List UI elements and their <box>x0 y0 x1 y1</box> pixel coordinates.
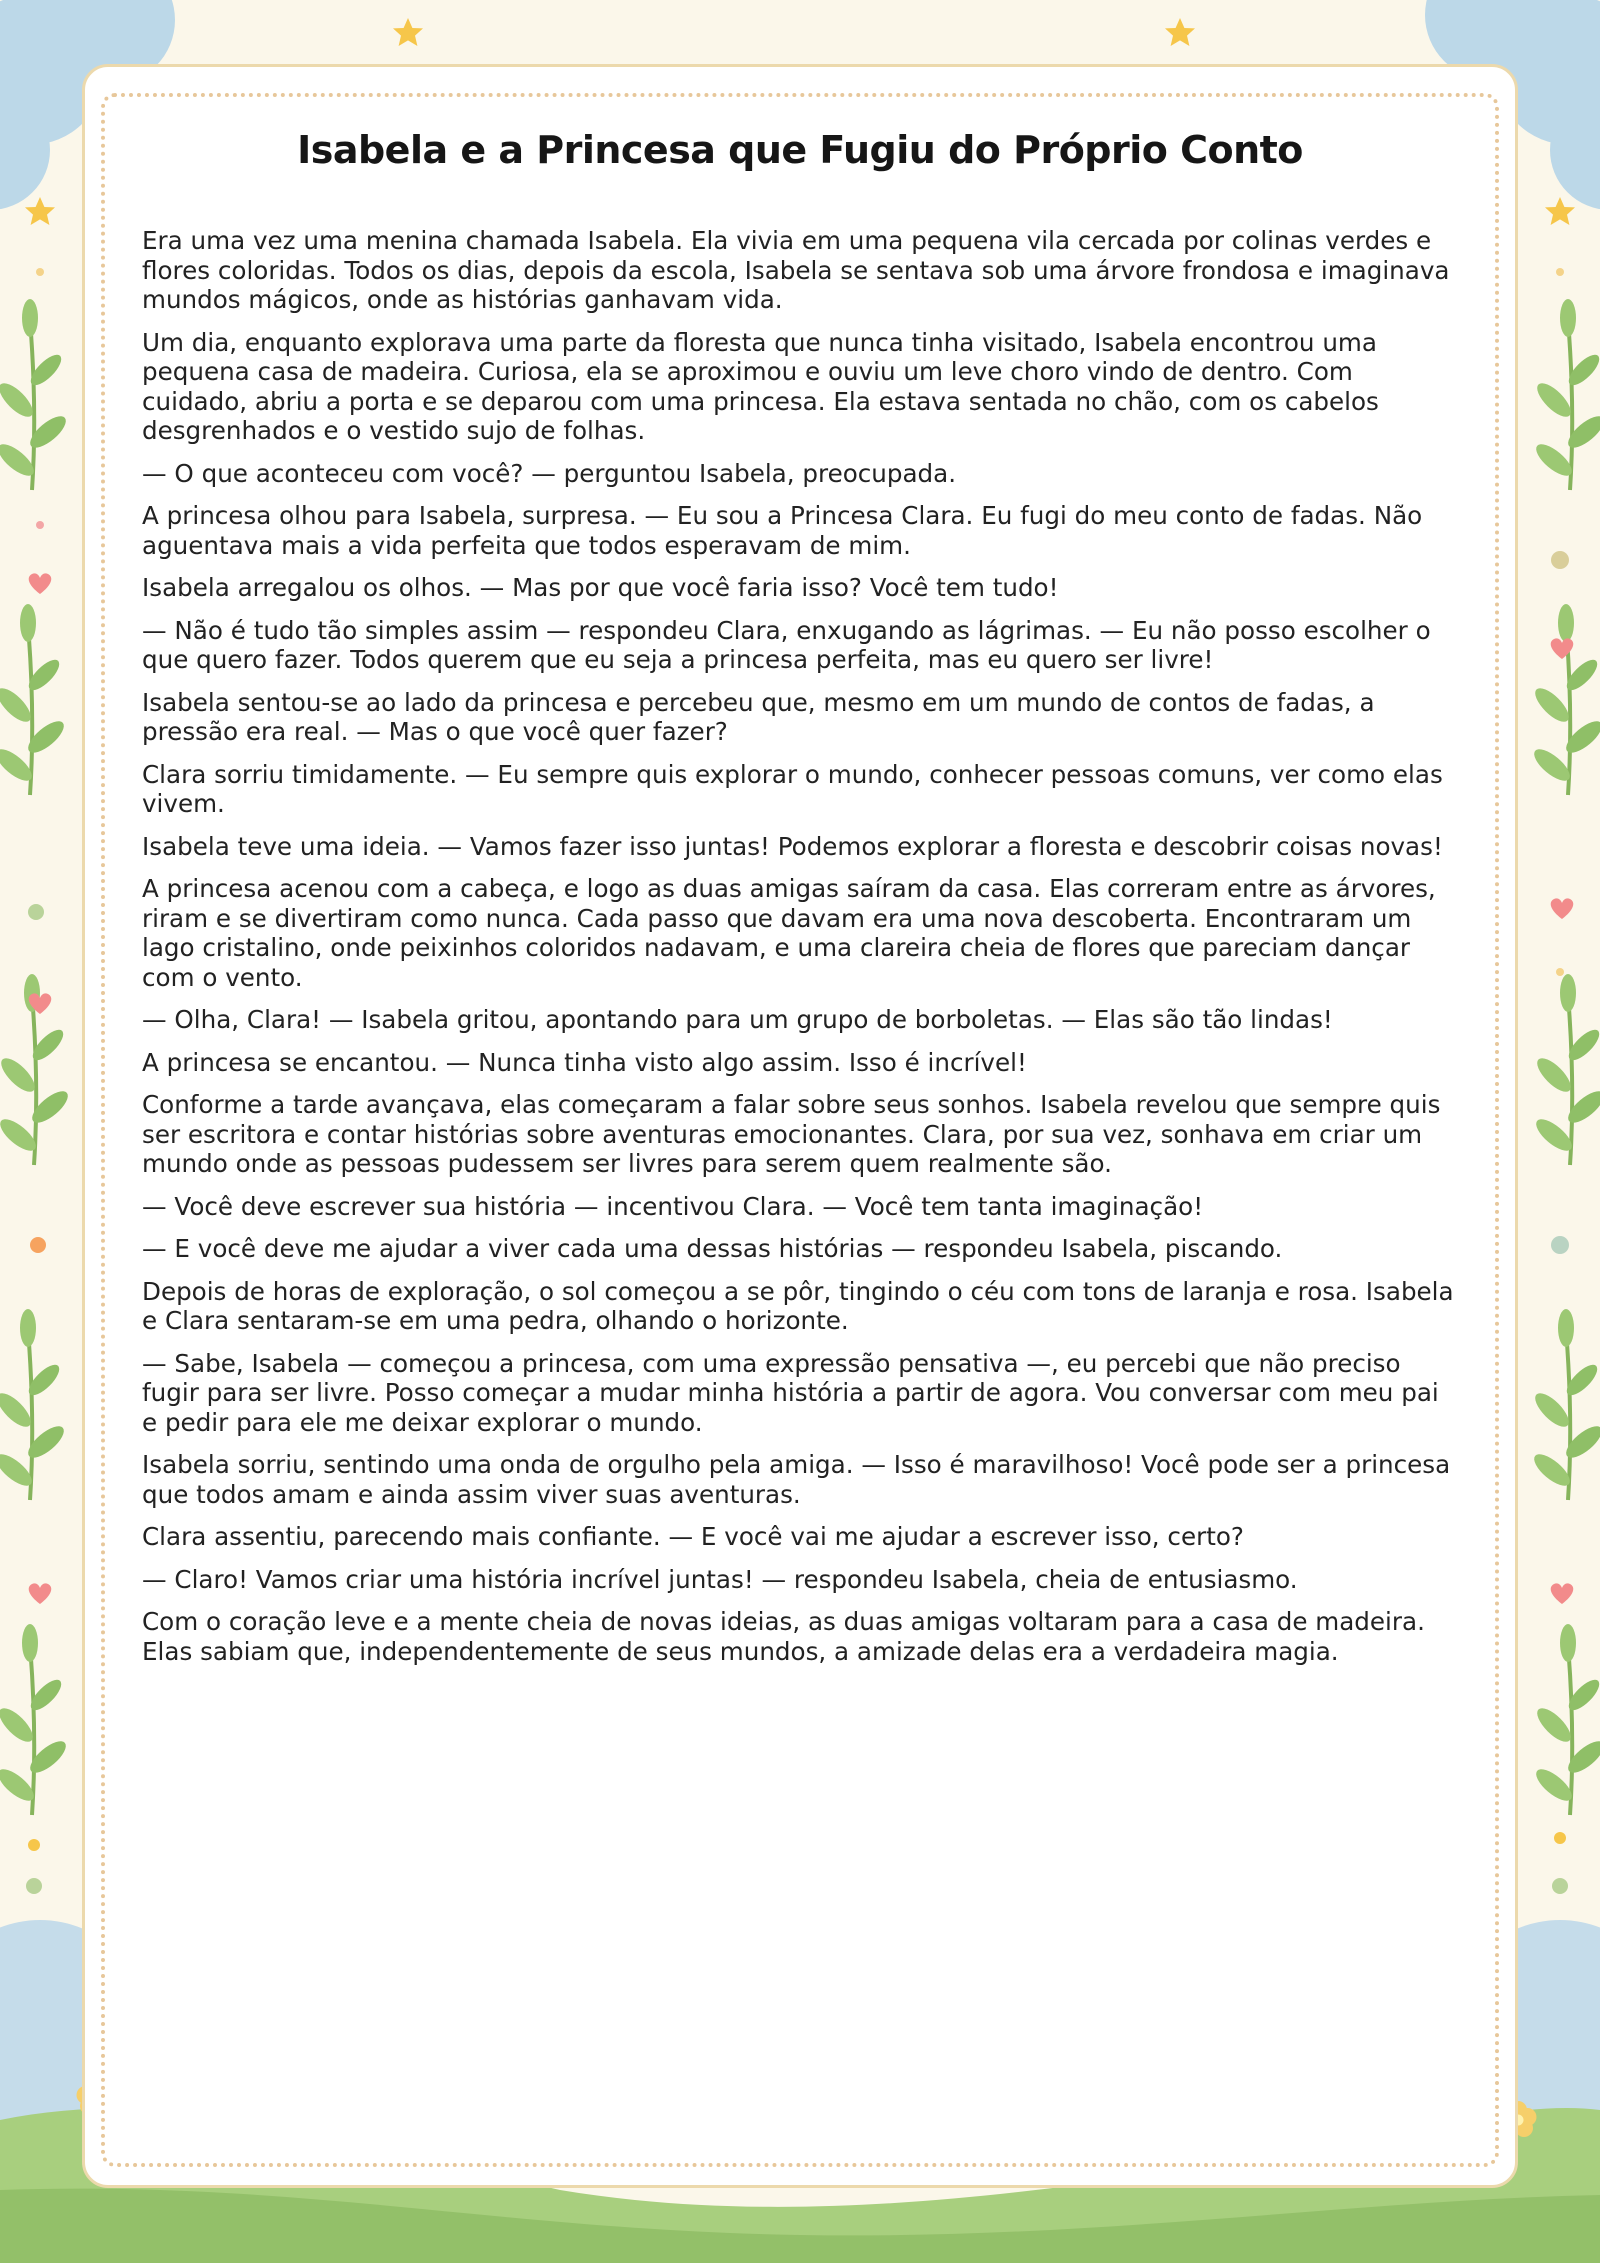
leaf-sprig-icon <box>0 1624 71 1815</box>
story-paragraph: Conforme a tarde avançava, elas começaram a falar sobre seus sonhos. Isabela revelou que sempre quis ser escritora e contar histórias sobre aventuras emocionantes. Clara, por sua vez, sonhava em criar um mundo onde as pessoas pudessem ser livres para serem quem realmente são. <box>142 1090 1441 1178</box>
heart-icon <box>29 1583 52 1604</box>
story-paragraph: Isabela arregalou os olhos. — Mas por que você faria isso? Você tem tudo! <box>142 573 1059 602</box>
heart-icon <box>1551 1583 1574 1604</box>
heart-icon <box>29 573 52 594</box>
story-paragraph: — Sabe, Isabela — começou a princesa, com uma expressão pensativa —, eu percebi que não preciso fugir para ser livre. Posso começar a mudar minha história a partir de agora. Vou conversar com meu pai e pedir para ele me deixar explorar o mundo. <box>142 1348 1439 1437</box>
leaf-sprig-icon <box>1531 1624 1600 1815</box>
leaf-sprig-icon <box>0 1309 69 1500</box>
star-icon <box>1545 197 1575 225</box>
story-paragraph: — Você deve escrever sua história — incentivou Clara. — Você tem tanta imaginação! <box>142 1191 1204 1221</box>
story-paragraph: — E você deve me ajudar a viver cada uma dessas histórias — respondeu Isabela, piscando. <box>142 1234 1283 1263</box>
story-paragraph: Isabela teve uma ideia. — Vamos fazer isso juntas! Podemos explorar a floresta e descobrir coisas novas! <box>142 831 1443 861</box>
story-body <box>142 226 1458 1679</box>
story-paragraph: Clara assentiu, parecendo mais confiante. — E você vai me ajudar a escrever isso, certo? <box>142 1522 1244 1551</box>
story-paragraph: — Olha, Clara! — Isabela gritou, apontando para um grupo de borboletas. — Elas são tão lindas! <box>142 1005 1333 1034</box>
story-paragraph: — O que aconteceu com você? — perguntou Isabela, preocupada. <box>142 458 957 488</box>
heart-icon <box>1551 898 1574 919</box>
story-paragraph: — Claro! Vamos criar uma história incrível juntas! — respondeu Isabela, cheia de entusiasmo. <box>142 1564 1298 1594</box>
story-paragraph: A princesa acenou com a cabeça, e logo as duas amigas saíram da casa. Elas correram entre as árvores, riram e se divertiram como nunca. Cada passo que davam era uma nova descoberta. Encontraram um lago cristalino, onde peixinhos coloridos nadavam, e uma clareira cheia de flores que pareciam dançar com o vento. <box>142 874 1436 992</box>
leaf-sprig-icon <box>1529 604 1600 795</box>
star-icon <box>393 18 423 46</box>
story-paragraph: A princesa se encantou. — Nunca tinha visto algo assim. Isso é incrível! <box>142 1047 1027 1077</box>
leaf-sprig-icon <box>1531 974 1600 1165</box>
story-title: Isabela e a Princesa que Fugiu do Próprio Conto <box>297 128 1303 172</box>
leaf-sprig-icon <box>0 299 71 490</box>
story-paragraph: — Não é tudo tão simples assim — respondeu Clara, enxugando as lágrimas. — Eu não posso escolher o que quero fazer. Todos querem que eu seja a princesa perfeita, mas eu quero ser livre! <box>142 615 1431 674</box>
story-paragraph: Isabela sorriu, sentindo uma onda de orgulho pela amiga. — Isso é maravilhoso! Você pode ser a princesa que todos amam e ainda assim viver suas aventuras. <box>142 1450 1451 1509</box>
leaf-sprig-icon <box>1529 1309 1600 1500</box>
leaf-sprig-icon <box>0 604 69 795</box>
story-paragraph: Com o coração leve e a mente cheia de novas ideias, as duas amigas voltaram para a casa de madeira. Elas sabiam que, independentemente de seus mundos, a amizade delas era a verdadeira magia. <box>142 1607 1425 1666</box>
star-icon <box>25 197 55 225</box>
story-paragraph: Clara sorriu timidamente. — Eu sempre quis explorar o mundo, conhecer pessoas comuns, ver como elas vivem. <box>142 759 1443 818</box>
star-icon <box>1165 18 1195 46</box>
story-paragraph: A princesa olhou para Isabela, surpresa. — Eu sou a Princesa Clara. Eu fugi do meu conto de fadas. Não aguentava mais a vida perfeita que todos esperavam de mim. <box>142 501 1423 560</box>
story-paragraph: Era uma vez uma menina chamada Isabela. Ela vivia em uma pequena vila cercada por colinas verdes e flores coloridas. Todos os dias, depois da escola, Isabela se sentava sob uma árvore frondosa e imaginava mundos mágicos, onde as histórias ganhavam vida. <box>142 226 1450 314</box>
leaf-sprig-icon <box>1531 299 1600 490</box>
story-paragraph: Depois de horas de exploração, o sol começou a se pôr, tingindo o céu com tons de laranja e rosa. Isabela e Clara sentaram-se em uma pedra, olhando o horizonte. <box>142 1276 1454 1335</box>
story-paragraph: Isabela sentou-se ao lado da princesa e percebeu que, mesmo em um mundo de contos de fadas, a pressão era real. — Mas o que você quer fazer? <box>142 687 1375 746</box>
story-paragraph: Um dia, enquanto explorava uma parte da floresta que nunca tinha visitado, Isabela encontrou uma pequena casa de madeira. Curiosa, ela se aproximou e ouviu um leve choro vindo de dentro. Com cuidado, abriu a porta e se deparou com uma princesa. Ela estava sentada no chão, com os cabelos desgrenhados e o vestido sujo de folhas. <box>142 327 1379 445</box>
